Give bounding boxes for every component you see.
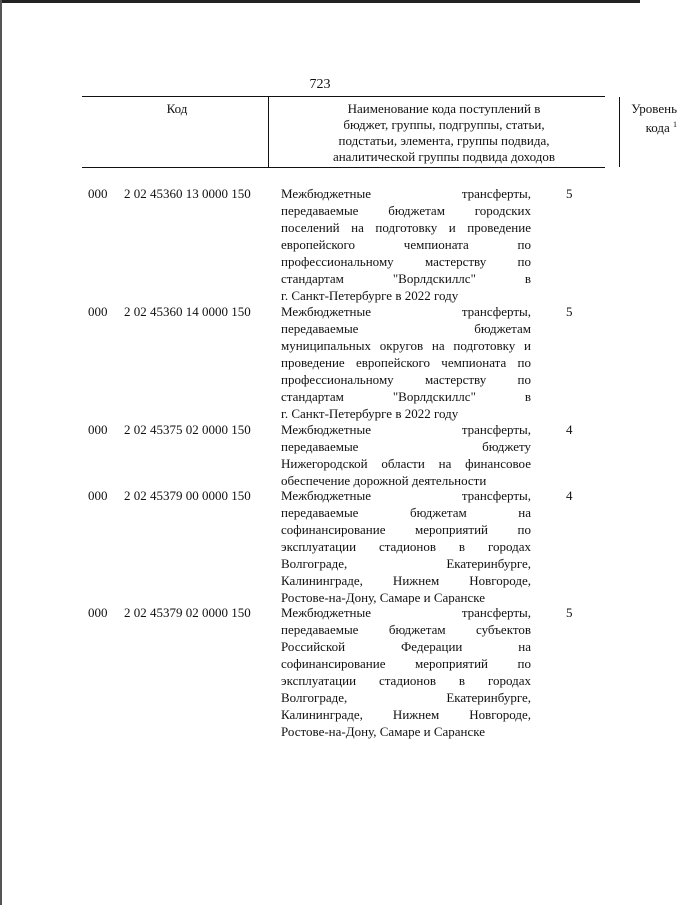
row-description — [281, 421, 531, 489]
scan-edge-left — [0, 0, 2, 905]
header-name-line: бюджет, группы, подгруппы, статьи, — [343, 117, 545, 132]
row-description — [281, 185, 531, 304]
row-prefix: 000 — [88, 605, 108, 620]
header-level — [620, 97, 685, 167]
row-description — [281, 303, 531, 422]
row-level: 5 — [566, 605, 573, 620]
desc-line: Межбюджетные трансферты, — [281, 605, 531, 620]
page-number: 723 — [309, 77, 331, 92]
header-code: Код — [166, 101, 188, 116]
desc-line: профессиональному мастерству по — [281, 254, 531, 269]
desc-line: Нижегородской области на финансовое — [281, 456, 531, 471]
desc-line: софинансирование мероприятий по — [281, 656, 531, 671]
row-level: 5 — [566, 186, 573, 201]
desc-line: стандартам "Ворлдскиллс" в — [281, 389, 531, 404]
desc-line: Ростове-на-Дону, Самаре и Саранске — [281, 724, 486, 739]
desc-line: Межбюджетные трансферты, — [281, 422, 531, 437]
desc-line: г. Санкт-Петербурге в 2022 году — [281, 288, 459, 303]
row-prefix: 000 — [88, 488, 108, 503]
row-code: 2 02 45379 00 0000 150 — [124, 488, 251, 503]
desc-line: поселений на подготовку и проведение — [281, 220, 531, 235]
row-prefix: 000 — [88, 186, 108, 201]
desc-line: европейского чемпионата по — [281, 237, 531, 252]
row-description — [281, 604, 531, 740]
header-level-word: кода — [645, 120, 670, 135]
desc-line: передаваемые бюджетам субъектов — [281, 622, 531, 637]
row-level: 5 — [566, 304, 573, 319]
row-prefix: 000 — [88, 422, 108, 437]
desc-line: передаваемые бюджету — [281, 439, 531, 454]
row-level: 4 — [566, 488, 573, 503]
row-prefix: 000 — [88, 304, 108, 319]
desc-line: г. Санкт-Петербурге в 2022 году — [281, 406, 459, 421]
row-code: 2 02 45360 14 0000 150 — [124, 304, 251, 319]
scan-edge-top — [0, 0, 640, 3]
row-code: 2 02 45375 02 0000 150 — [124, 422, 251, 437]
header-level-line: Уровень — [631, 101, 677, 116]
desc-line: передаваемые бюджетам — [281, 321, 531, 336]
header-name — [268, 97, 620, 167]
desc-line: Калининграде, Нижнем Новгороде, — [281, 573, 531, 588]
desc-line: передаваемые бюджетам городских — [281, 203, 531, 218]
row-code: 2 02 45379 02 0000 150 — [124, 605, 251, 620]
footnote-marker: 1 — [673, 120, 677, 129]
table-header — [82, 96, 677, 168]
header-name-line: Наименование кода поступлений в — [347, 101, 541, 116]
desc-line: стандартам "Ворлдскиллс" в — [281, 271, 531, 286]
desc-line: софинансирование мероприятий по — [281, 522, 531, 537]
desc-line: проведение европейского чемпионата по — [281, 355, 531, 370]
header-level-line — [620, 117, 677, 136]
desc-line: профессиональному мастерству по — [281, 372, 531, 387]
desc-line: Волгограде, Екатеринбурге, — [281, 690, 531, 705]
desc-line: обеспечение дорожной деятельности — [281, 473, 487, 488]
row-level: 4 — [566, 422, 573, 437]
desc-line: эксплуатации стадионов в городах — [281, 539, 531, 554]
row-code: 2 02 45360 13 0000 150 — [124, 186, 251, 201]
desc-line: передаваемые бюджетам на — [281, 505, 531, 520]
desc-line: Волгограде, Екатеринбурге, — [281, 556, 531, 571]
desc-line: эксплуатации стадионов в городах — [281, 673, 531, 688]
row-description — [281, 487, 531, 606]
desc-line: Межбюджетные трансферты, — [281, 488, 531, 503]
desc-line: Межбюджетные трансферты, — [281, 186, 531, 201]
desc-line: Российской Федерации на — [281, 639, 531, 654]
desc-line: Калининграде, Нижнем Новгороде, — [281, 707, 531, 722]
desc-line: Межбюджетные трансферты, — [281, 304, 531, 319]
desc-line: Ростове-на-Дону, Самаре и Саранске — [281, 590, 486, 605]
header-name-line: подстатьи, элемента, группы подвида, — [338, 133, 550, 148]
header-name-line: аналитической группы подвида доходов — [332, 149, 556, 164]
desc-line: муниципальных округов на подготовку и — [281, 338, 531, 353]
